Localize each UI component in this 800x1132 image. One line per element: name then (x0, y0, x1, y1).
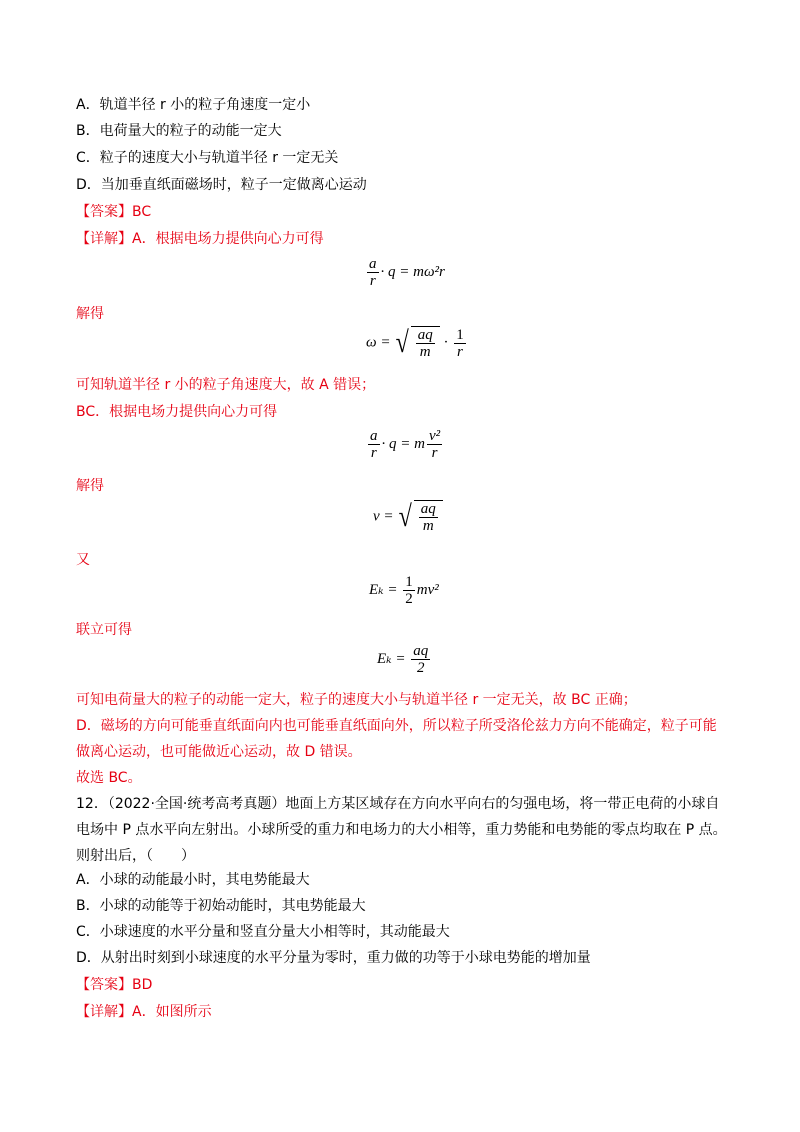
detail-label: 【详解】 (76, 1004, 132, 1020)
f3-num: a (370, 428, 378, 444)
detail-label: 【详解】 (76, 231, 132, 247)
q11-combine: 联立可得 (76, 622, 132, 638)
f5-lhs: Eₖ = (369, 581, 398, 598)
q11-d-line-2: 做离心运动，也可能做近心运动，故 D 错误。 (76, 744, 362, 760)
formula-4 (373, 500, 443, 534)
f5-den: 2 (405, 591, 413, 607)
f2-lhs: ω = (366, 334, 391, 351)
f1-rest: · q = mω²r (380, 263, 445, 280)
q11-also: 又 (76, 552, 90, 568)
f2-num: aq (417, 327, 433, 343)
q12-option-c: C．小球速度的水平分量和竖直分量大小相等时，其动能最大 (76, 924, 450, 940)
answer-label: 【答案】 (76, 977, 132, 993)
q11-bc-intro: BC．根据电场力提供向心力可得 (76, 404, 278, 420)
q11-option-a: A．轨道半径 r 小的粒子角速度一定小 (76, 97, 311, 113)
f6-den: 2 (417, 660, 425, 676)
detail-text: A．如图所示 (132, 1004, 212, 1020)
f4-lhs: v = (373, 508, 394, 525)
q11-option-c: C．粒子的速度大小与轨道半径 r 一定无关 (76, 150, 339, 166)
q12-stem-line-3: 则射出后，（ ） (76, 848, 195, 864)
q12-option-a: A．小球的动能最小时，其电势能最大 (76, 872, 310, 888)
q12-stem-line-1: 12．（2022·全国·统考高考真题）地面上方某区域存在方向水平向右的匀强电场，将一带正电荷的小球自 (76, 796, 720, 812)
sqrt-symbol: √ (395, 326, 410, 359)
formula-1 (365, 256, 445, 289)
f2-den: m (419, 344, 431, 360)
f3-vden: r (431, 445, 438, 461)
answer-value: BD (132, 977, 153, 993)
q11-detail-a-intro (76, 229, 324, 249)
f5-rest: mv² (416, 581, 439, 598)
formula-2: ω = √ $\frac{aq}{m}$ · $\frac{1}{r}$ (366, 326, 464, 360)
f1-num: a (369, 256, 377, 272)
f4-num: aq (420, 501, 436, 517)
q11-option-d: D．当加垂直纸面磁场时，粒子一定做离心运动 (76, 177, 367, 193)
formula-3 (366, 428, 444, 461)
q11-conclusion-bc: 可知电荷量大的粒子的动能一定大，粒子的速度大小与轨道半径 r 一定无关，故 BC 正确； (76, 692, 637, 708)
q11-answer (76, 202, 151, 222)
f6-num: aq (413, 643, 429, 659)
q11-solve-1: 解得 (76, 306, 104, 322)
f4-den: m (422, 518, 434, 534)
formula-6 (377, 643, 432, 676)
f3-mid: · q = m (381, 435, 425, 452)
formula-5 (369, 574, 439, 607)
q11-d-line-1: D．磁场的方向可能垂直纸面向内也可能垂直纸面向外，所以粒子所受洛伦兹力方向不能确定，粒子可能 (76, 718, 717, 734)
q11-conclusion-a: 可知轨道半径 r 小的粒子角速度大，故 A 错误； (76, 377, 376, 393)
detail-text: A．根据电场力提供向心力可得 (132, 231, 324, 247)
f3-vnum: v² (428, 428, 441, 444)
f5-num: 1 (405, 574, 413, 590)
q12-stem-line-2: 电场中 P 点水平向左射出。小球所受的重力和电场力的大小相等，重力势能和电势能的零点均取在 P 点。 (76, 822, 727, 838)
f2-r: r (457, 343, 463, 360)
f1-den: r (369, 273, 376, 289)
sqrt-symbol: √ (398, 500, 413, 533)
answer-value: BC (132, 204, 152, 220)
q12-option-b: B．小球的动能等于初始动能时，其电势能最大 (76, 898, 366, 914)
f2-one: 1 (456, 326, 464, 343)
q11-solve-2: 解得 (76, 478, 104, 494)
q12-detail (76, 1002, 212, 1022)
q11-choose: 故选 BC。 (76, 770, 142, 786)
q12-option-d: D．从射出时刻到小球速度的水平分量为零时，重力做的功等于小球电势能的增加量 (76, 950, 591, 966)
answer-label: 【答案】 (76, 204, 132, 220)
q11-option-b: B．电荷量大的粒子的动能一定大 (76, 123, 282, 139)
f3-den: r (370, 445, 377, 461)
q12-answer (76, 975, 152, 995)
f6-lhs: Eₖ = (377, 650, 406, 667)
